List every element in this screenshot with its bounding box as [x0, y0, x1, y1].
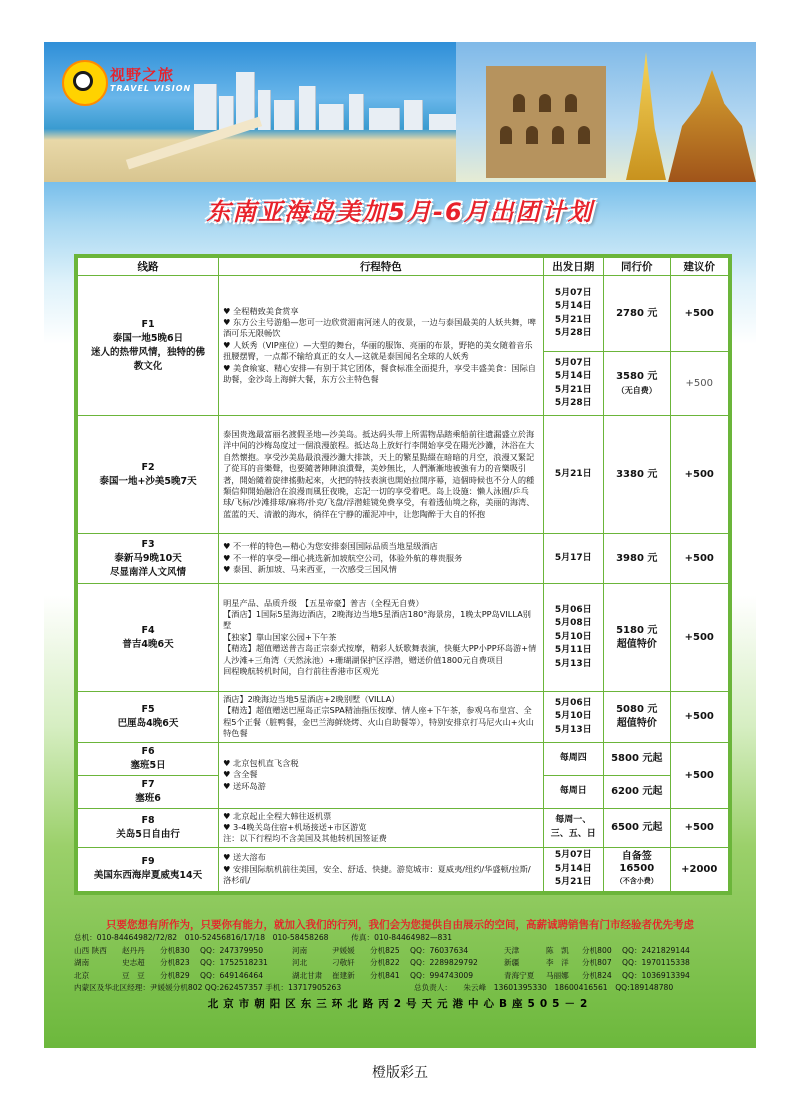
contact-row: 北京 豆 豆 分机829 QQ：649146464 湖北甘肃 崔建新 分机841 QQ：994743009 青海宁夏 马丽娜 分机824 QQ：1036913394	[74, 970, 690, 980]
suggest-cell: +500	[670, 584, 728, 692]
dates-cell: 5月06日 5月10日 5月13日	[543, 692, 603, 743]
route-cell: F3 泰新马9晚10天 尽显南洋人文风情	[78, 534, 219, 584]
features-cell: ♥ 北京起止全程大韩往返机票 ♥ 3-4晚关岛住宿+机场接送+市区游览 注：以下行程均不含美国及其他转机国签证费	[219, 808, 543, 847]
recruit-slogan: 只要您想有所作为，只要你有能力，就加入我们的行列，我们会为您提供自由展示的空间，高薪诚聘销售有门市经验者优先考虑	[106, 919, 694, 931]
price-cell: 自备签 16500 （不含小费）	[604, 847, 671, 891]
route-cell: F6 塞班5日	[78, 742, 219, 775]
dates-cell: 5月07日 5月14日 5月21日 5月28日	[543, 352, 603, 416]
table-row	[78, 742, 729, 775]
dates-cell: 每周日	[543, 775, 603, 808]
dates-cell: 每周一、 三、五、日	[543, 808, 603, 847]
price-cell: 5180 元 超值特价	[604, 584, 671, 692]
dates-cell: 5月21日	[543, 416, 603, 534]
suggest-cell: +500	[670, 742, 728, 808]
dates-cell: 5月07日 5月14日 5月21日 5月28日	[543, 276, 603, 352]
price-cell: 5800 元起	[604, 742, 671, 775]
suggest-cell: +500	[670, 416, 728, 534]
page-label: 橙版彩五	[372, 1065, 428, 1081]
price-cell: 6200 元起	[604, 775, 671, 808]
table-row	[78, 276, 729, 352]
landmarks-photo	[456, 42, 756, 182]
contact-row: 山西 陕西 赵丹丹 分机830 QQ：247379950 河南 尹媛媛 分机825 QQ：76037634 天津 陈 凯 分机800 QQ：2421829144	[74, 945, 690, 955]
features-cell: ♥ 送大溶布 ♥ 安排国际航机前往美国，安全、舒适、快捷。游览城市：夏威夷/纽约/华盛顿/拉斯/洛杉矶/	[219, 847, 543, 891]
suggest-cell: +2000	[670, 847, 728, 891]
route-cell: F7 塞班6	[78, 775, 219, 808]
contact-section	[74, 917, 726, 1011]
header-suggest-price: 建议价	[670, 258, 728, 276]
suggest-cell: +500	[670, 534, 728, 584]
eye-icon	[73, 71, 93, 91]
manager-line: 内蒙区及华北区经理：尹媛媛分机802 QQ:262457357 手机：13717905263 总负责人： 朱云峰 13601395330 18600416561 QQ:189148780	[74, 983, 674, 993]
table-header-row	[78, 258, 729, 276]
contact-row: 湖南 史志超 分机823 QQ：1752518231 河北 刁敬轩 分机822 QQ：2289829792 新疆 李 洋 分机807 QQ：1970115338	[74, 958, 690, 968]
suggest-cell: +500	[670, 352, 728, 416]
address: 北京市朝阳区东三环北路丙2号天元港中心B座505－2	[207, 997, 593, 1010]
brand-name-en: TRAVEL VISION	[110, 84, 192, 93]
suggest-cell: +500	[670, 692, 728, 743]
dates-cell: 5月17日	[543, 534, 603, 584]
features-cell: 泰国贵逸最富丽名渡假圣地—沙美岛。抵达码头带上所需物品踏乘船前往遗漏盛立於海洋中间的沙梅岛度过一個浪漫旅程。抵达岛上放好行李開始享受在陽光沙灘，沐浴在大自然懷抱。享受沙美島最浪漫沙灘大排談，天上的繁星點綴在暗暗的月空，浪漫又緊記了從耳的音樂聲，也要隨著陣陣浪潰聲，美妙無比，人們漸漸地被強有力的音樂吸引著，開始隨着旋律搖動起來，火把的特技表演也開始拉開序幕，這個時候也不分人的種類信仰開始融洽在浪漫而風狂夜晚，忘記一切的享受着吧。岛上设施：懒人泳圈/乒乓球/飞标/沙滩排球/麻将/扑克/飞盘/浮潜蛙镜免费享受，有着透仙境之称，美丽的海湾、蓝蓝的天、清澈的海水，徜徉在宁静的灌泥冲中，让您陶醉于大自的怀抱	[219, 416, 543, 534]
features-cell: ♥ 不一样的特色—精心为您安排泰国国际品质当地星级酒店 ♥ 不一样的享受—细心挑选新加坡航空公司，体验外航的尊贵服务 ♥ 泰国、新加坡、马来西亚，一次感受三国风情	[219, 534, 543, 584]
banner-photo-collage	[44, 42, 756, 182]
features-cell: ♥ 全程精致美食赏享 ♥ 东方公主号游船—您可一边欣赏湄南河迷人的夜景，一边与泰国最美的人妖共舞，啤酒可乐无限畅饮 ♥ 人妖秀（VIP座位）—大型的舞台，华丽的服饰、亮丽的布景，野艳的美女随着音乐扭腰摆臀，一点都不输给真正的女人—这就是泰国闻名全球的人妖秀 ♥ 美食飨宴、精心安排—有别于其它团体，餐食标准全面提升，享受丰盛美食：国际自助餐，金沙岛上海鲜大餐，东方公主特色餐	[219, 276, 543, 416]
dates-cell: 5月06日 5月08日 5月10日 5月11日 5月13日	[543, 584, 603, 692]
table-row	[78, 584, 729, 692]
price-cell: 3980 元	[604, 534, 671, 584]
header-dates: 出发日期	[543, 258, 603, 276]
price-cell: 3380 元	[604, 416, 671, 534]
price-cell: 6500 元起	[604, 808, 671, 847]
tour-table	[74, 254, 732, 895]
route-cell: F9 美国东西海岸夏威夷14天	[78, 847, 219, 891]
brand-name: 视野之旅	[110, 66, 175, 84]
poster	[44, 42, 756, 1048]
suggest-cell: +500	[670, 276, 728, 352]
table-row	[78, 847, 729, 891]
route-cell: F8 关岛5日自由行	[78, 808, 219, 847]
route-cell: F1 泰国一地5晚6日 迷人的热带风情，独特的佛 教文化	[78, 276, 219, 416]
dates-cell: 每周四	[543, 742, 603, 775]
price-cell: 2780 元	[604, 276, 671, 352]
suggest-cell: +500	[670, 808, 728, 847]
route-cell: F5 巴厘岛4晚6天	[78, 692, 219, 743]
price-cell: 3580 元 （无自费）	[604, 352, 671, 416]
header-features: 行程特色	[219, 258, 543, 276]
header-trade-price: 同行价	[604, 258, 671, 276]
features-cell: 酒店】2晚海边当地5星酒店+2晚别墅（VILLA） 【精选】超值赠送巴厘岛正宗SPA精油指压按摩、情人座+下午茶，参观乌布皇宫、全程5个正餐（脏鸭餐，金巴兰海鲜烧烤、火山自助餐等），特别安排京打马尼火山+火山特色餐	[219, 692, 543, 743]
table-row	[78, 692, 729, 743]
beach-photo	[44, 42, 514, 182]
features-cell: 明星产品、品质升级 【五星帝豪】普吉（全程无自费） 【酒店】1国际5星海边酒店，2晚海边当地5星酒店180°海景房，1晚太PP岛VILLA别墅 【独家】靠山国家公园+下午茶 【精选】超值赠送普吉岛正宗泰式按摩，精彩人妖歌舞表演，快艇大PP小PP环岛游+情人沙滩+三角湾（天然泳池）+珊瑚湖保护区浮潜，赠送价值1800元自费项目 回程晚航转机时间，自行前往香港市区观光	[219, 584, 543, 692]
switchboard-line: 总机：010-84464982/72/82 010-52456816/17/18 010-58458268 传真：010-84464982—831	[74, 933, 453, 942]
header-route: 线路	[78, 258, 219, 276]
table-row	[78, 416, 729, 534]
route-cell: F4 普吉4晚6天	[78, 584, 219, 692]
table-row	[78, 808, 729, 847]
dates-cell: 5月07日 5月14日 5月21日	[543, 847, 603, 891]
features-cell: ♥ 北京包机直飞含税 ♥ 含全餐 ♥ 送环岛游	[219, 742, 543, 808]
page-title: 东南亚海岛美加5月-6月出团计划	[206, 198, 594, 226]
price-cell: 5080 元 超值特价	[604, 692, 671, 743]
route-cell: F2 泰国一地+沙美5晚7天	[78, 416, 219, 534]
table-row	[78, 534, 729, 584]
